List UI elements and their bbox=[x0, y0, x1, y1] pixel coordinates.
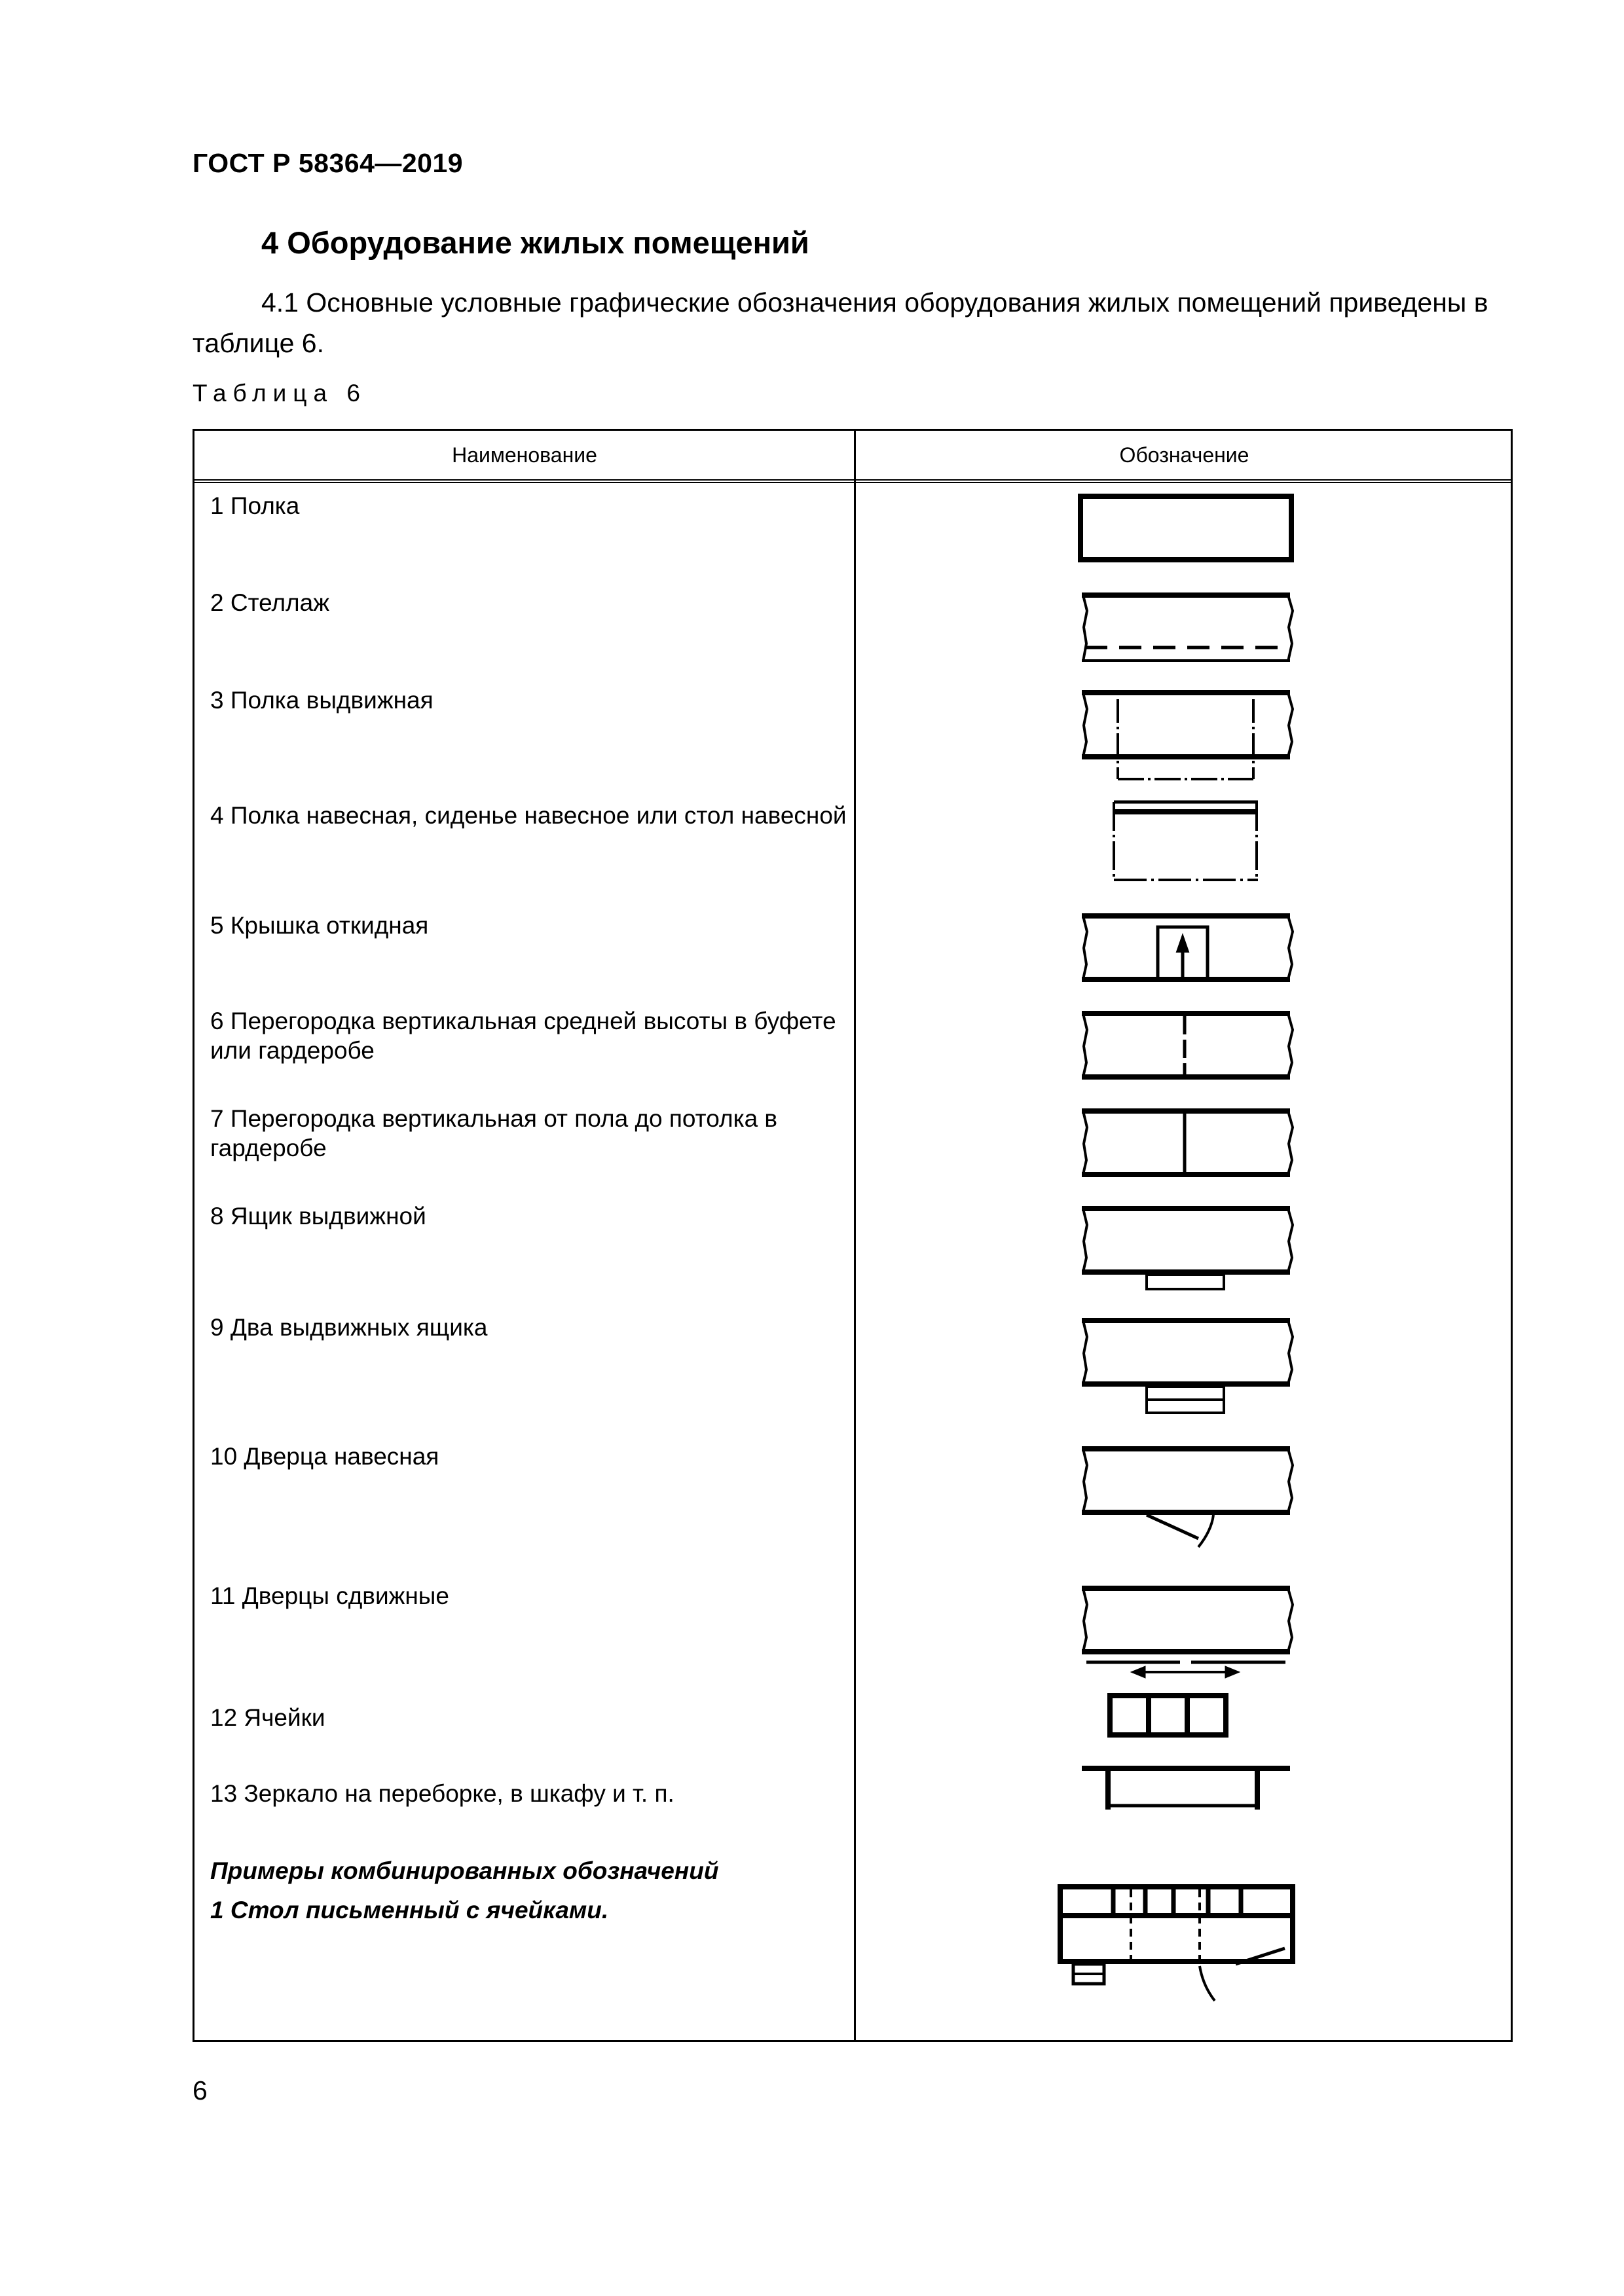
shelf-symbol bbox=[1080, 496, 1291, 560]
two-drawers-symbol bbox=[1082, 1321, 1293, 1413]
cells-symbol bbox=[1110, 1696, 1226, 1735]
column-header-name: Наименование bbox=[452, 443, 597, 467]
row-label-desk-with-cells: 1 Стол письменный с ячейками. bbox=[210, 1897, 609, 1923]
row-label-two-drawers: 9 Два выдвижных ящика bbox=[210, 1314, 488, 1341]
drawer-symbol bbox=[1082, 1209, 1293, 1289]
hinged-door-symbol bbox=[1082, 1449, 1293, 1547]
symbols-table bbox=[193, 429, 1513, 2042]
row-label-drawer: 8 Ящик выдвижной bbox=[210, 1203, 426, 1230]
hanging-shelf-symbol bbox=[1114, 802, 1258, 880]
table-caption: Таблица 6 bbox=[193, 380, 367, 407]
rack-symbol bbox=[1082, 595, 1293, 661]
page-number: 6 bbox=[193, 2075, 208, 2105]
row-label-sliding-doors: 11 Дверцы сдвижные bbox=[210, 1582, 449, 1609]
row-label-folding-lid: 5 Крышка откидная bbox=[210, 912, 429, 939]
section-title: 4 Оборудование жилых помещений bbox=[261, 225, 809, 260]
row-label-pull-out-shelf: 3 Полка выдвижная bbox=[210, 687, 434, 714]
column-header-symbol: Обозначение bbox=[1119, 443, 1249, 467]
partition-full-symbol bbox=[1082, 1111, 1293, 1175]
row-label-mirror: 13 Зеркало на переборке, в шкафу и т. п. bbox=[210, 1780, 674, 1807]
sliding-doors-symbol bbox=[1082, 1588, 1293, 1678]
row-label-hanging-shelf: 4 Полка навесная, сиденье навесное или стол навесной bbox=[210, 802, 847, 829]
row-label-hinged-door: 10 Дверца навесная bbox=[210, 1443, 439, 1470]
pull-out-shelf-symbol bbox=[1082, 693, 1293, 779]
row-label-shelf: 1 Полка bbox=[210, 492, 300, 519]
row-label-rack: 2 Стеллаж bbox=[210, 589, 329, 616]
folding-lid-symbol bbox=[1082, 916, 1293, 979]
mirror-symbol bbox=[1082, 1768, 1290, 1810]
examples-heading: Примеры комбинированных обозначений bbox=[210, 1857, 719, 1884]
row-label-partition-full: 7 Перегородка вертикальная от пола до потолка в гардеробе bbox=[210, 1105, 778, 1161]
symbols-drawing bbox=[194, 431, 1511, 2041]
document-code: ГОСТ Р 58364—2019 bbox=[193, 148, 464, 178]
desk-with-cells-symbol bbox=[1060, 1887, 1293, 2001]
section-paragraph: 4.1 Основные условные графические обозначения оборудования жилых помещений приведены в таблице 6. bbox=[193, 287, 1488, 358]
row-label-cells: 12 Ячейки bbox=[210, 1704, 325, 1731]
partition-mid-symbol bbox=[1082, 1013, 1293, 1077]
row-label-partition-mid: 6 Перегородка вертикальная средней высоты в буфете или гардеробе bbox=[210, 1008, 836, 1064]
